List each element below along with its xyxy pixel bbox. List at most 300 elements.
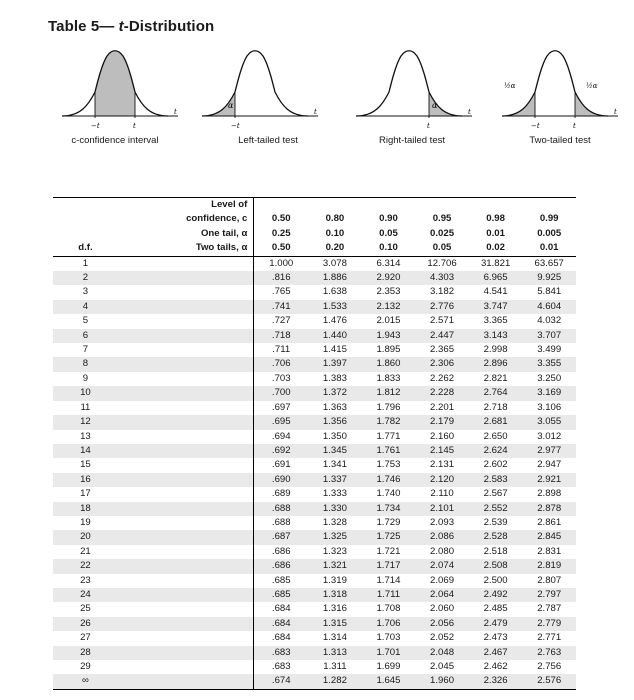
critical-value-cell: .687 [254, 530, 308, 544]
critical-value-cell: 3.250 [537, 372, 562, 384]
table-row [53, 574, 576, 588]
two-tails-value: 0.10 [362, 241, 416, 256]
spacer-cell [118, 458, 254, 472]
df-cell: 19 [80, 516, 91, 528]
critical-value-cell: 3.169 [522, 386, 576, 400]
critical-value-cell: 1.761 [362, 444, 416, 458]
right-tick-label: t [133, 122, 136, 130]
table-row [53, 372, 576, 386]
critical-value-cell: 2.462 [483, 661, 508, 672]
critical-value-cell: 2.080 [430, 545, 455, 557]
level-of-label: Level of [118, 198, 254, 213]
spacer-cell [118, 617, 254, 631]
critical-value-cell: 2.492 [469, 588, 523, 602]
critical-value-cell: 2.624 [469, 444, 523, 458]
spacer-cell [118, 487, 254, 501]
critical-value-cell: 1.717 [362, 559, 416, 573]
critical-value-cell: 2.467 [469, 646, 523, 660]
critical-value-cell: 1.699 [376, 661, 401, 672]
spacer-cell [118, 530, 254, 544]
critical-value-cell: 1.319 [322, 574, 347, 586]
axis-t-label: t [314, 108, 317, 116]
critical-value-cell: 4.604 [522, 300, 576, 314]
critical-value-cell: 1.753 [376, 459, 401, 471]
spacer-cell [118, 343, 254, 357]
critical-value-cell: 1.372 [308, 386, 362, 400]
table-row [53, 530, 576, 544]
critical-value-cell: 1.328 [322, 516, 347, 528]
critical-value-cell: 2.045 [430, 661, 455, 672]
df-cell: 3 [82, 286, 89, 298]
table-body [53, 256, 576, 689]
critical-value-cell: 2.052 [430, 632, 455, 644]
spacer-cell [118, 674, 254, 689]
critical-value-cell: 2.718 [483, 401, 508, 413]
table-row [53, 674, 576, 689]
df-cell: 22 [53, 559, 118, 573]
critical-value-cell: 2.845 [522, 530, 576, 544]
two-tails-value: 0.02 [469, 241, 523, 256]
title-suffix: -Distribution [123, 18, 215, 35]
critical-value-cell: .683 [254, 646, 308, 660]
critical-value-cell: 63.657 [534, 257, 564, 269]
critical-value-cell: 2.771 [537, 632, 562, 644]
df-cell: 26 [53, 617, 118, 631]
spacer-cell [118, 545, 254, 559]
critical-value-cell: 2.201 [430, 401, 455, 413]
spacer-cell [118, 256, 254, 271]
critical-value-cell: .685 [271, 574, 291, 586]
two-tails-value: 0.05 [415, 241, 469, 256]
critical-value-cell: 2.508 [469, 559, 523, 573]
critical-value-cell: 2.060 [430, 603, 455, 615]
critical-value-cell: 3.747 [469, 300, 523, 314]
two-tails-value: 0.01 [522, 241, 576, 256]
table-row [53, 458, 576, 472]
confidence-value: 0.90 [379, 213, 398, 225]
critical-value-cell: 4.032 [537, 315, 562, 327]
critical-value-cell: 1.323 [322, 545, 347, 557]
spacer-cell [118, 631, 254, 645]
confidence-value: 0.99 [539, 213, 559, 225]
one-tail-value: 0.25 [271, 227, 291, 239]
critical-value-cell: .700 [254, 386, 308, 400]
one-tail-value: 0.01 [486, 227, 505, 239]
caption-confidence-interval: c-confidence interval [71, 135, 159, 146]
df-cell: 7 [82, 344, 89, 356]
critical-value-cell: 2.567 [483, 488, 508, 500]
spacer-cell [118, 574, 254, 588]
table-row [53, 357, 576, 371]
critical-value-cell: 1.714 [376, 574, 401, 586]
table-row [53, 646, 576, 660]
critical-value-cell: .718 [254, 329, 308, 343]
critical-value-cell: 2.262 [430, 372, 455, 384]
critical-value-cell: 2.787 [537, 603, 562, 615]
df-cell: 23 [80, 574, 91, 586]
critical-value-cell: 3.365 [483, 315, 508, 327]
critical-value-cell: 2.898 [537, 488, 562, 500]
caption-right-tailed: Right-tailed test [378, 135, 445, 146]
critical-value-cell: 2.528 [469, 530, 523, 544]
table-row [53, 473, 576, 487]
critical-value-cell: 4.303 [415, 271, 469, 285]
critical-value-cell: 2.120 [415, 473, 469, 487]
critical-value-cell: 2.861 [537, 516, 562, 528]
critical-value-cell: 2.763 [522, 646, 576, 660]
critical-value-cell: 2.365 [430, 344, 455, 356]
table-row [53, 415, 576, 429]
table-row [53, 502, 576, 516]
critical-value-cell: 1.356 [308, 415, 362, 429]
critical-value-cell: 1.711 [362, 588, 416, 602]
confidence-label: confidence, c [118, 212, 254, 226]
critical-value-cell: 3.078 [322, 257, 347, 269]
critical-value-cell: .686 [254, 559, 308, 573]
critical-value-cell: 2.602 [483, 459, 508, 471]
critical-value-cell: .674 [254, 674, 308, 689]
table-row [53, 256, 576, 271]
df-cell: 20 [53, 530, 118, 544]
critical-value-cell: 1.350 [322, 430, 347, 442]
df-cell: 15 [80, 459, 91, 471]
confidence-interval-curve [60, 40, 190, 135]
critical-value-cell: 1.000 [269, 257, 294, 269]
critical-value-cell: 1.440 [308, 329, 362, 343]
critical-value-cell: 1.397 [308, 357, 362, 371]
table-row [53, 343, 576, 357]
critical-value-cell: 2.479 [469, 617, 523, 631]
critical-value-cell: 2.326 [469, 674, 523, 689]
one-tail-value: 0.05 [379, 227, 398, 239]
critical-value-cell: 1.701 [362, 646, 416, 660]
critical-value-cell: 2.947 [537, 459, 562, 471]
critical-value-cell: 2.179 [415, 415, 469, 429]
critical-value-cell: 1.782 [362, 415, 416, 429]
critical-value-cell: 1.311 [323, 661, 347, 672]
spacer-cell [118, 415, 254, 429]
critical-value-cell: 2.353 [376, 286, 401, 298]
critical-value-cell: 1.729 [376, 516, 401, 528]
right-tick-label: t [427, 122, 430, 130]
df-cell: 24 [53, 588, 118, 602]
spacer-cell [118, 357, 254, 371]
left-half-alpha-label: ½α [504, 82, 516, 90]
critical-value-cell: 1.316 [322, 603, 347, 615]
confidence-value: 0.95 [432, 213, 452, 225]
critical-value-cell: 31.821 [480, 257, 511, 269]
df-cell: 11 [80, 401, 91, 413]
table-row [53, 271, 576, 285]
table-row [53, 300, 576, 314]
critical-value-cell: 2.539 [483, 516, 508, 528]
critical-value-cell: .683 [271, 661, 291, 672]
critical-value-cell: .684 [254, 617, 308, 631]
critical-value-cell: 1.533 [308, 300, 362, 314]
critical-value-cell: 2.500 [483, 574, 508, 586]
spacer-cell [118, 660, 254, 674]
df-cell: 14 [53, 444, 118, 458]
critical-value-cell: .690 [254, 473, 308, 487]
one-tail-label: One tail, α [118, 227, 254, 241]
table-row [53, 401, 576, 415]
critical-value-cell: 1.330 [308, 502, 362, 516]
critical-value-cell: 2.447 [415, 329, 469, 343]
critical-value-cell: .694 [271, 430, 291, 442]
critical-value-cell: 3.182 [430, 286, 455, 298]
critical-value-cell: 2.101 [415, 502, 469, 516]
critical-value-cell: 2.160 [430, 430, 455, 442]
critical-value-cell: 2.920 [362, 271, 416, 285]
df-cell: 16 [53, 473, 118, 487]
critical-value-cell: 2.571 [430, 315, 455, 327]
spacer-cell [118, 271, 254, 285]
right-tailed-curve [354, 40, 484, 135]
critical-value-cell: 3.707 [522, 329, 576, 343]
distribution-curves [0, 40, 634, 160]
critical-value-cell: 1.337 [308, 473, 362, 487]
critical-value-cell: 1.833 [376, 372, 401, 384]
critical-value-cell: 1.341 [322, 459, 347, 471]
critical-value-cell: 1.645 [362, 674, 416, 689]
critical-value-cell: 2.764 [469, 386, 523, 400]
df-cell: 27 [80, 632, 91, 644]
critical-value-cell: .684 [271, 632, 291, 644]
critical-value-cell: 1.363 [322, 401, 347, 413]
df-cell: 2 [53, 271, 118, 285]
critical-value-cell: 2.776 [415, 300, 469, 314]
critical-value-cell: 9.925 [522, 271, 576, 285]
svg-text:t: t [614, 108, 617, 116]
alpha-label: α [228, 101, 234, 110]
critical-value-cell: 3.143 [469, 329, 523, 343]
spacer-cell [118, 516, 254, 530]
df-cell: 17 [80, 488, 91, 500]
critical-value-cell: 1.771 [376, 430, 401, 442]
critical-value-cell: .688 [271, 516, 291, 528]
critical-value-cell: 2.576 [522, 674, 576, 689]
df-cell: 10 [53, 386, 118, 400]
critical-value-cell: 1.886 [308, 271, 362, 285]
critical-value-cell: 2.821 [483, 372, 508, 384]
df-cell: 21 [80, 545, 91, 557]
confidence-value: 0.80 [325, 213, 345, 225]
left-tick-label: −t [91, 122, 100, 130]
table-row [53, 559, 576, 573]
table-row [53, 444, 576, 458]
critical-value-cell: 6.965 [469, 271, 523, 285]
critical-value-cell: 2.064 [415, 588, 469, 602]
critical-value-cell: 2.797 [522, 588, 576, 602]
critical-value-cell: 2.015 [376, 315, 401, 327]
critical-value-cell: 1.703 [376, 632, 401, 644]
df-cell: 25 [80, 603, 91, 615]
critical-value-cell: 2.878 [522, 502, 576, 516]
critical-value-cell: 1.895 [376, 344, 401, 356]
critical-value-cell: .727 [271, 315, 291, 327]
critical-value-cell: 2.145 [415, 444, 469, 458]
table-row [53, 487, 576, 501]
table-row [53, 631, 576, 645]
table-row [53, 660, 576, 674]
table-row [53, 617, 576, 631]
critical-value-cell: 4.541 [483, 286, 508, 298]
critical-value-cell: .703 [271, 372, 291, 384]
critical-value-cell: 2.650 [483, 430, 508, 442]
two-tails-value: 0.50 [254, 241, 308, 256]
critical-value-cell: .686 [271, 545, 291, 557]
critical-value-cell: 1.960 [415, 674, 469, 689]
critical-value-cell: 2.228 [415, 386, 469, 400]
critical-value-cell: 2.583 [469, 473, 523, 487]
two-tailed-curve [500, 40, 630, 135]
critical-value-cell: .711 [272, 344, 291, 356]
t-distribution-table [53, 197, 576, 690]
critical-value-cell: .765 [271, 286, 291, 298]
critical-value-cell: 1.333 [322, 488, 347, 500]
one-tail-value: 0.10 [325, 227, 345, 239]
critical-value-cell: 2.093 [430, 516, 455, 528]
critical-value-cell: 12.706 [427, 257, 457, 269]
spacer-cell [118, 444, 254, 458]
df-cell: 8 [53, 357, 118, 371]
critical-value-cell: .684 [271, 603, 291, 615]
critical-value-cell: 2.056 [415, 617, 469, 631]
critical-value-cell: .689 [271, 488, 291, 500]
critical-value-cell: 2.132 [362, 300, 416, 314]
table-row [53, 588, 576, 602]
critical-value-cell: 2.086 [415, 530, 469, 544]
critical-value-cell: 1.746 [362, 473, 416, 487]
critical-value-cell: .706 [254, 357, 308, 371]
confidence-value: 0.50 [271, 213, 291, 225]
critical-value-cell: 1.314 [322, 632, 347, 644]
svg-text:t: t [174, 108, 177, 116]
critical-value-cell: 2.779 [522, 617, 576, 631]
critical-value-cell: 1.415 [322, 344, 347, 356]
df-cell: 28 [53, 646, 118, 660]
caption-two-tailed: Two-tailed test [529, 135, 591, 146]
critical-value-cell: 2.807 [537, 574, 562, 586]
critical-value-cell: .816 [254, 271, 308, 285]
confidence-value: 0.98 [486, 213, 505, 225]
df-cell: 4 [53, 300, 118, 314]
left-tick-label: −t [231, 122, 240, 130]
critical-value-cell: 1.476 [322, 315, 347, 327]
critical-value-cell: 1.325 [308, 530, 362, 544]
critical-value-cell: 1.706 [362, 617, 416, 631]
critical-value-cell: 2.681 [469, 415, 523, 429]
right-half-alpha-label: ½α [586, 82, 598, 90]
table-row [53, 602, 576, 616]
critical-value-cell: 1.318 [308, 588, 362, 602]
critical-value-cell: 3.055 [522, 415, 576, 429]
critical-value-cell: .692 [254, 444, 308, 458]
table-row [53, 386, 576, 400]
one-tail-value: 0.025 [430, 227, 455, 239]
two-tails-value: 0.20 [308, 241, 362, 256]
critical-value-cell: .691 [271, 459, 291, 471]
df-cell: 12 [53, 415, 118, 429]
critical-value-cell: 1.721 [376, 545, 401, 557]
df-cell: 5 [82, 315, 89, 327]
critical-value-cell: 2.131 [430, 459, 455, 471]
critical-value-cell: 2.110 [430, 488, 454, 500]
critical-value-cell: 1.796 [376, 401, 401, 413]
spacer-cell [118, 314, 254, 328]
df-cell: 6 [53, 329, 118, 343]
critical-value-cell: 1.638 [322, 286, 347, 298]
critical-value-cell: 1.734 [362, 502, 416, 516]
critical-value-cell: 1.383 [322, 372, 347, 384]
df-cell: 13 [80, 430, 91, 442]
table-row [53, 516, 576, 530]
critical-value-cell: 2.977 [522, 444, 576, 458]
spacer-cell [118, 502, 254, 516]
critical-value-cell: 3.499 [537, 344, 562, 356]
critical-value-cell: 1.943 [362, 329, 416, 343]
spacer-cell [118, 285, 254, 299]
critical-value-cell: 3.106 [537, 401, 562, 413]
spacer-cell [118, 386, 254, 400]
title-prefix: Table 5— [48, 18, 119, 35]
table-row [53, 430, 576, 444]
critical-value-cell: .697 [271, 401, 291, 413]
critical-value-cell: 3.012 [537, 430, 562, 442]
critical-value-cell: .688 [254, 502, 308, 516]
critical-value-cell: 2.921 [522, 473, 576, 487]
df-cell: 9 [82, 372, 89, 384]
critical-value-cell: 1.282 [308, 674, 362, 689]
critical-value-cell: .685 [254, 588, 308, 602]
table-row [53, 285, 576, 299]
critical-value-cell: 2.998 [483, 344, 508, 356]
critical-value-cell: 2.074 [415, 559, 469, 573]
critical-value-cell: 1.860 [362, 357, 416, 371]
df-cell: ∞ [53, 674, 118, 689]
critical-value-cell: 1.315 [308, 617, 362, 631]
critical-value-cell: 1.708 [376, 603, 401, 615]
critical-value-cell: 2.819 [522, 559, 576, 573]
left-tick-label: −t [531, 122, 540, 130]
critical-value-cell: 2.473 [483, 632, 508, 644]
critical-value-cell: .695 [254, 415, 308, 429]
critical-value-cell: 2.306 [415, 357, 469, 371]
alpha-label: α [432, 101, 438, 110]
critical-value-cell: 1.812 [362, 386, 416, 400]
spacer-cell [118, 602, 254, 616]
spacer-cell [118, 329, 254, 343]
critical-value-cell: 3.355 [522, 357, 576, 371]
critical-value-cell: 2.048 [415, 646, 469, 660]
critical-value-cell: 2.552 [469, 502, 523, 516]
critical-value-cell: .741 [254, 300, 308, 314]
critical-value-cell: 2.518 [483, 545, 508, 557]
spacer-cell [118, 300, 254, 314]
critical-value-cell: 2.485 [483, 603, 508, 615]
table-row [53, 314, 576, 328]
critical-value-cell: 2.831 [537, 545, 562, 557]
critical-value-cell: 5.841 [537, 286, 562, 298]
title-italic-t: t [118, 18, 124, 35]
svg-text:t: t [468, 108, 471, 116]
df-cell: 29 [80, 661, 91, 672]
critical-value-cell: 1.725 [362, 530, 416, 544]
spacer-cell [118, 372, 254, 386]
table-row [53, 545, 576, 559]
spacer-cell [118, 430, 254, 444]
df-cell: 18 [53, 502, 118, 516]
